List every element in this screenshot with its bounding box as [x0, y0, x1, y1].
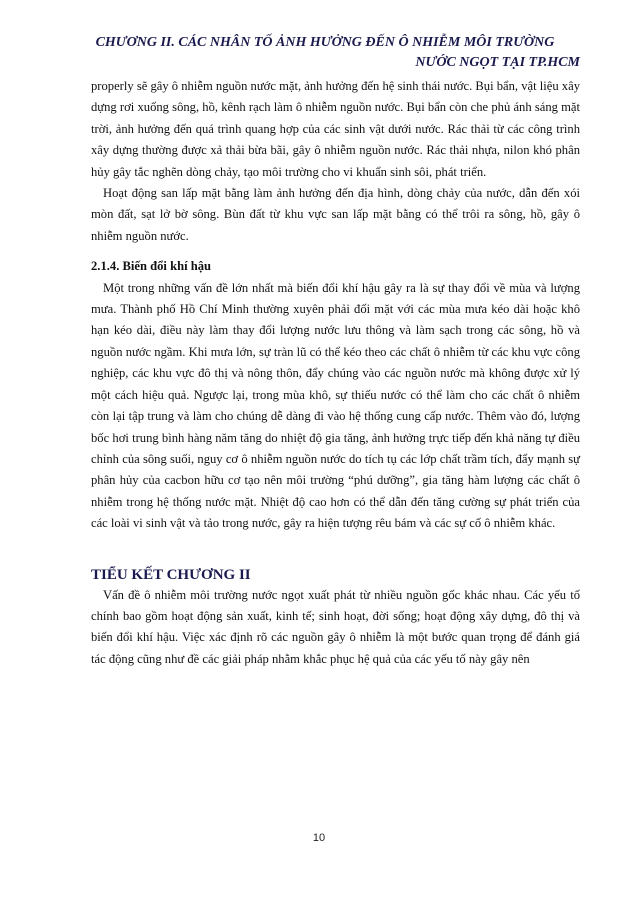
- chapter-header: [60, 33, 580, 73]
- paragraph-construction-waste: properly sẽ gây ô nhiễm nguồn nước mặt, ảnh hưởng đến hệ sinh thái nước. Bụi bẩn, vật liệu xây dựng rơi xuống sông, hồ, kênh rạch làm ô nhiễm nguồn nước. Bụi bẩn còn che phủ ánh sáng mặt trời, ảnh hưởng đến quá trình quang hợp của các sinh vật dưới nước. Rác thải từ các công trình xây dựng thường được xả thải bừa bãi, gây ô nhiễm nguồn nước. Rác thải nhựa, nilon khó phân hủy gây tắc nghẽn dòng chảy, tạo môi trường cho vi khuẩn sinh sôi, phát triển.: [91, 79, 580, 179]
- page-number: 10: [312, 832, 326, 844]
- chapter-summary-heading: TIỂU KẾT CHƯƠNG II: [91, 566, 251, 583]
- chapter-header-line1: CHƯƠNG II. CÁC NHÂN TỐ ẢNH HƯỞNG ĐẾN Ô NHIỄM MÔI TRƯỜNG: [95, 35, 555, 50]
- paragraph-climate-change: Một trong những vấn đề lớn nhất mà biến đổi khí hậu gây ra là sự thay đổi về mùa và lượng mưa. Thành phố Hồ Chí Minh thường xuyên phải đối mặt với các mùa mưa kéo dài hoặc khô hạn kéo dài, điều này làm thay đổi lượng nước lưu thông và làm sạch trong các sông, hồ và nguồn nước ngầm. Khi mưa lớn, sự tràn lũ có thể kéo theo các chất ô nhiễm từ các khu vực công nghiệp, các khu vực đô thị và nông thôn, đẩy chúng vào các nguồn nước mà không được xử lý một cách hiệu quả. Ngược lại, trong mùa khô, sự thiếu nước có thể làm cho các chất ô nhiễm còn lại tập trung và làm cho chúng dễ dàng đi vào hệ thống cung cấp nước. Thêm vào đó, lượng bốc hơi trung bình hàng năm tăng do nhiệt độ gia tăng, ảnh hưởng trực tiếp đến khả năng tự điều chỉnh của sông suối, nguy cơ ô nhiễm nguồn nước do tích tụ các lớp chất trầm tích, đẩy mạnh sự phân hủy của cacbon hữu cơ tạo nên môi trường “phú dưỡng”, gia tăng hàm lượng các chất ô nhiễm trong hệ thống nước mặt. Nhiệt độ cao hơn có thể dẫn đến tăng cường sự phát triển của các loài vi sinh vật và tảo trong nước, gây ra hiện tượng rêu bám và các sự cố ô nhiễm khác.: [91, 280, 580, 531]
- chapter-header-line2: NƯỚC NGỌT TẠI TP.HCM: [415, 55, 580, 70]
- body-text: [91, 76, 580, 670]
- paragraph-land-leveling: Hoạt động san lấp mặt bằng làm ảnh hưởng đến địa hình, dòng chảy của nước, dẫn đến xói mòn đất, sạt lở bờ sông. Bùn đất từ khu vực san lấp mặt bằng có thể trôi ra sông, hồ, gây ô nhiễm nguồn nước.: [91, 186, 580, 243]
- paragraph-chapter-summary: Vấn đề ô nhiễm môi trường nước ngọt xuất phát từ nhiều nguồn gốc khác nhau. Các yếu tố chính bao gồm hoạt động sản xuất, kinh tế; sinh hoạt, đời sống; hoạt động xây dựng, đô thị và biến đổi khí hậu. Việc xác định rõ các nguồn gây ô nhiễm là một bước quan trọng để đánh giá tác động cũng như đề các giải pháp nhằm khắc phục hệ quả của các yếu tố này gây nên: [91, 587, 580, 666]
- section-heading-climate-change: 2.1.4. Biến đổi khí hậu: [91, 259, 212, 274]
